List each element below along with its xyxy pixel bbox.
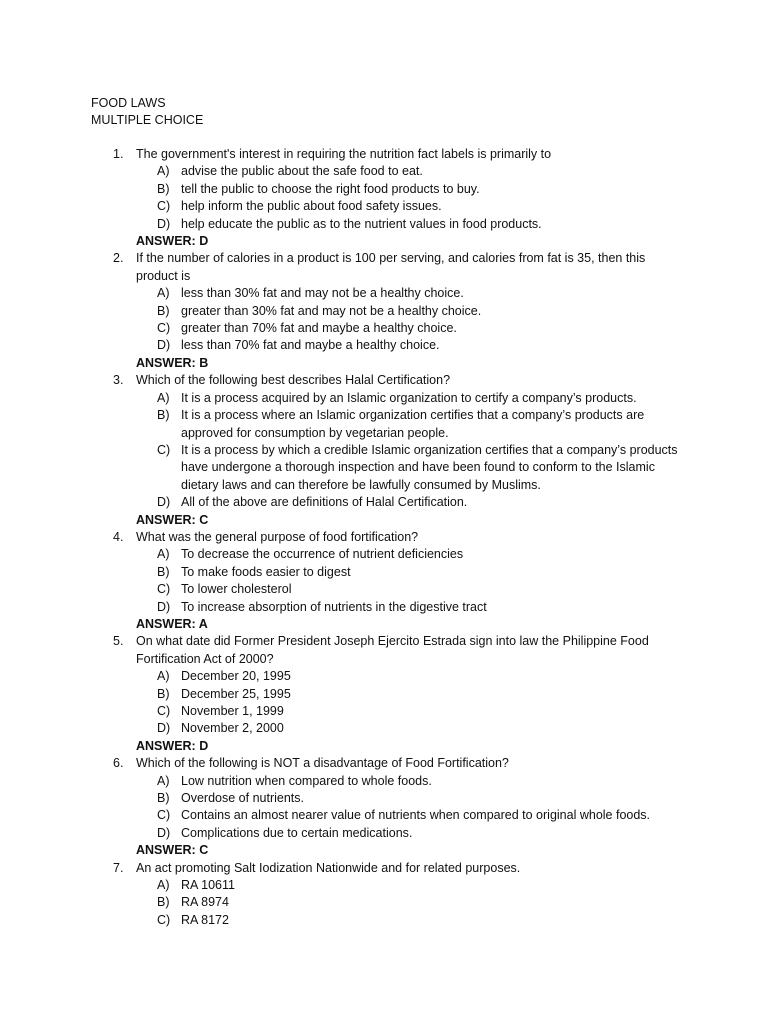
question-text: On what date did Former President Joseph Ejercito Estrada sign into law the Philippine Food Fortification Act of 2000?	[136, 634, 649, 666]
choice-letter: A)	[157, 878, 170, 893]
answer-key: ANSWER: C	[136, 843, 209, 858]
choice-letter: A)	[157, 773, 170, 788]
answer-choice	[157, 320, 768, 337]
answer-choice	[157, 303, 768, 320]
choice-text: advise the public about the safe food to eat.	[181, 164, 423, 179]
choice-text: Complications due to certain medications.	[181, 825, 413, 840]
answer-choice	[157, 790, 768, 807]
question-item	[0, 529, 768, 633]
answer-key: ANSWER: B	[136, 355, 209, 370]
question-item	[0, 372, 768, 529]
choice-text: Contains an almost nearer value of nutrients when compared to original whole foods.	[181, 808, 651, 823]
question-item	[0, 860, 768, 930]
question-item	[0, 755, 768, 859]
answer-choice	[157, 285, 768, 302]
choice-text: November 2, 2000	[181, 721, 284, 736]
answer-choice	[157, 894, 768, 911]
choice-text: November 1, 1999	[181, 704, 284, 718]
question-number: 7.	[113, 860, 124, 875]
choice-text: To make foods easier to digest	[181, 564, 351, 579]
choice-letter: C)	[157, 582, 171, 597]
choice-letter: B)	[157, 181, 170, 196]
answer-choice	[157, 407, 768, 442]
question-text: Which of the following best describes Halal Certification?	[136, 373, 451, 388]
answer-choice	[157, 720, 768, 737]
answer-choice	[157, 877, 768, 894]
choice-text: less than 70% fat and maybe a healthy choice.	[181, 338, 440, 353]
choice-letter: C)	[157, 321, 171, 336]
choice-text: December 20, 1995	[181, 669, 291, 684]
answer-choice	[157, 825, 768, 842]
choice-text: All of the above are definitions of Halal Certification.	[181, 495, 468, 510]
choice-text: To decrease the occurrence of nutrient deficiencies	[181, 547, 464, 562]
question-number: 3.	[113, 373, 124, 388]
choice-letter: C)	[157, 912, 171, 927]
choice-letter: B)	[157, 303, 170, 318]
answer-choice	[157, 686, 768, 703]
answer-choice	[157, 807, 768, 824]
choice-text: less than 30% fat and may not be a healthy choice.	[181, 286, 464, 301]
choice-letter: D)	[157, 338, 171, 353]
choice-text: It is a process acquired by an Islamic organization to certify a company’s products.	[181, 390, 637, 405]
choice-letter: A)	[157, 390, 170, 405]
answer-choice	[157, 599, 768, 616]
choice-letter: A)	[157, 164, 170, 179]
answer-choice	[157, 912, 768, 929]
question-item	[0, 250, 768, 372]
answer-choice	[157, 390, 768, 407]
choice-text: It is a process where an Islamic organization certifies that a company’s products are approved for consumption by vegetarian people.	[181, 408, 645, 440]
choice-letter: C)	[157, 704, 171, 718]
choice-text: To lower cholesterol	[181, 582, 292, 597]
answer-key: ANSWER: D	[136, 738, 209, 753]
answer-choice	[157, 494, 768, 511]
answer-choice	[157, 442, 768, 494]
choice-letter: D)	[157, 599, 171, 614]
question-text: What was the general purpose of food fortification?	[136, 529, 419, 544]
question-list	[0, 146, 768, 929]
answer-choice	[157, 198, 768, 215]
question-number: 5.	[113, 634, 124, 649]
choice-letter: B)	[157, 686, 170, 701]
choice-letter: C)	[157, 808, 171, 823]
choice-text: help inform the public about food safety issues.	[181, 199, 442, 214]
choice-letter: C)	[157, 442, 171, 457]
choice-text: RA 8974	[181, 895, 229, 910]
choice-letter: A)	[157, 669, 170, 684]
question-item	[0, 146, 768, 250]
answer-choice	[157, 337, 768, 354]
answer-choice	[157, 703, 768, 720]
answer-choice	[157, 216, 768, 233]
answer-key: ANSWER: A	[136, 616, 208, 631]
choice-letter: D)	[157, 825, 171, 840]
question-item	[0, 633, 768, 755]
question-text: If the number of calories in a product is 100 per serving, and calories from fat is 35, then this product is	[136, 251, 646, 283]
question-number: 6.	[113, 756, 124, 771]
question-text: Which of the following is NOT a disadvantage of Food Fortification?	[136, 756, 509, 771]
answer-key: ANSWER: C	[136, 512, 209, 527]
choice-letter: A)	[157, 547, 170, 562]
answer-key: ANSWER: D	[136, 234, 209, 249]
choice-text: help educate the public as to the nutrient values in food products.	[181, 216, 542, 231]
choice-letter: C)	[157, 199, 171, 214]
question-number: 2.	[113, 251, 124, 266]
question-text: An act promoting Salt Iodization Nationwide and for related purposes.	[136, 860, 521, 875]
choice-text: RA 10611	[181, 878, 235, 893]
choice-letter: B)	[157, 564, 170, 579]
choice-text: December 25, 1995	[181, 686, 291, 701]
choice-text: Low nutrition when compared to whole foods.	[181, 773, 432, 788]
answer-choice	[157, 181, 768, 198]
choice-letter: D)	[157, 721, 171, 736]
answer-choice	[157, 581, 768, 598]
choice-text: To increase absorption of nutrients in the digestive tract	[181, 599, 487, 614]
question-text: The government's interest in requiring the nutrition fact labels is primarily to	[136, 147, 552, 161]
choice-text: tell the public to choose the right food products to buy.	[181, 181, 480, 196]
choice-letter: A)	[157, 286, 170, 301]
answer-choice	[157, 163, 768, 180]
choice-letter: B)	[157, 895, 170, 910]
answer-choice	[157, 564, 768, 581]
choice-letter: D)	[157, 495, 171, 510]
document-title: FOOD LAWS	[91, 96, 166, 110]
question-number: 4.	[113, 529, 124, 544]
answer-choice	[157, 668, 768, 685]
question-number: 1.	[113, 147, 124, 161]
choice-letter: B)	[157, 791, 170, 806]
choice-text: greater than 70% fat and maybe a healthy choice.	[181, 321, 457, 336]
choice-letter: D)	[157, 216, 171, 231]
answer-choice	[157, 773, 768, 790]
document-subtitle: MULTIPLE CHOICE	[91, 113, 204, 127]
choice-text: greater than 30% fat and may not be a healthy choice.	[181, 303, 482, 318]
document-header	[91, 95, 203, 129]
choice-letter: B)	[157, 408, 170, 423]
choice-text: RA 8172	[181, 912, 229, 927]
choice-text: It is a process by which a credible Islamic organization certifies that a company’s products have undergone a thorough inspection and have been found to conform to the Islamic dietary laws and can therefore be lawfully consumed by Muslims.	[181, 442, 678, 492]
answer-choice	[157, 546, 768, 563]
choice-text: Overdose of nutrients.	[181, 791, 304, 806]
